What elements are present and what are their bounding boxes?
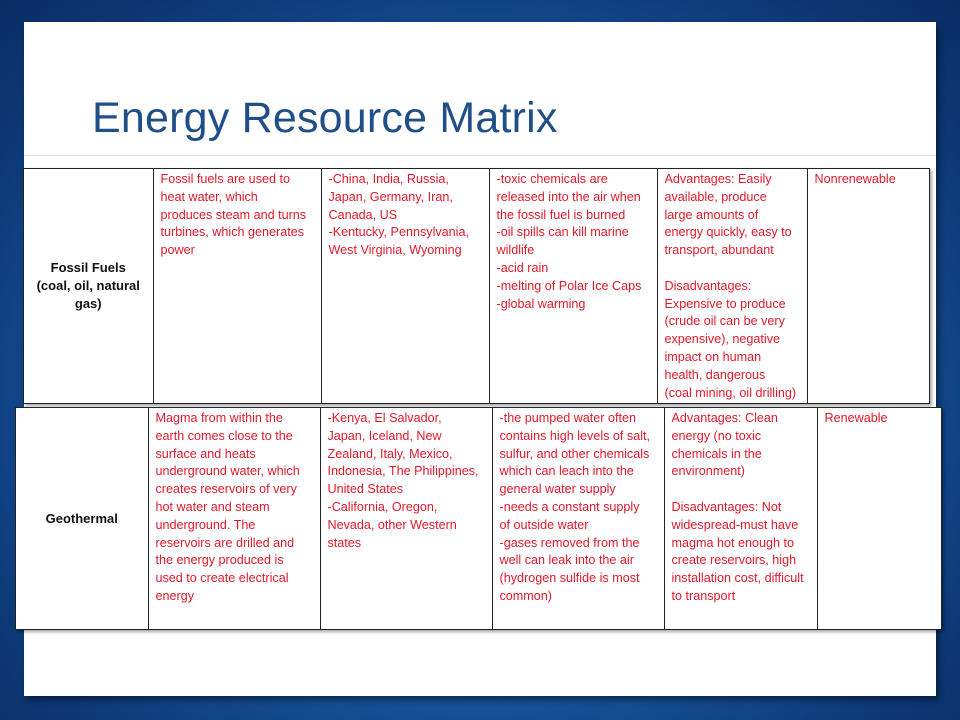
text-line: -China, India, Russia, <box>328 172 449 186</box>
text-line: states <box>327 535 362 550</box>
text-line: underground water, which <box>155 464 300 479</box>
text-line: released into the air when <box>496 189 641 204</box>
text-line: earth comes close to the <box>155 428 293 443</box>
text-line: environment) <box>671 464 745 479</box>
resource-label <box>16 408 148 629</box>
text-line: -global warming <box>496 296 586 311</box>
text-line: (crude oil can be very <box>664 314 785 329</box>
text-line: surface and heats <box>155 446 256 461</box>
advantages-text <box>672 410 812 481</box>
text-line: energy quickly, easy to <box>664 225 792 240</box>
text-line: underground. The <box>155 517 256 532</box>
renewability-cell <box>807 169 929 403</box>
text-line: which can leach into the <box>499 464 634 479</box>
text-line: Magma from within the <box>155 411 283 425</box>
matrix-row-fossil-fuels <box>23 168 930 404</box>
text-line: (coal mining, oil drilling) <box>664 385 797 400</box>
title-divider <box>24 155 936 156</box>
text-line: -acid rain <box>496 260 549 275</box>
text-line: sulfur, and other chemicals <box>499 446 650 461</box>
text-line: -the pumped water often <box>499 411 637 425</box>
impacts-cell <box>492 408 664 629</box>
text-line: the energy produced is <box>155 553 284 568</box>
renewability-text: Nonrenewable <box>814 172 896 186</box>
text-line: Advantages: Easily <box>664 172 772 186</box>
text-line: contains high levels of salt, <box>499 428 651 443</box>
text-line: produces steam and turns <box>160 207 307 222</box>
text-line: West Virginia, Wyoming <box>328 243 462 258</box>
text-line: gas) <box>74 296 102 311</box>
text-line: Zealand, Italy, Mexico, <box>327 446 453 461</box>
text-line: common) <box>499 588 552 603</box>
text-line: magma hot enough to <box>671 535 795 550</box>
text-line: Nevada, other Western <box>327 517 457 532</box>
text-line: impact on human <box>664 349 762 364</box>
text-line: create reservoirs, high <box>671 553 797 568</box>
text-line: wildlife <box>496 243 535 258</box>
advantages-text <box>665 171 802 260</box>
text-line: -melting of Polar Ice Caps <box>496 278 642 293</box>
text-line: health, dangerous <box>664 367 766 382</box>
pros-cons-cell <box>657 169 807 403</box>
renewability-cell <box>817 408 941 629</box>
impacts-cell <box>489 169 657 403</box>
text-line: reservoirs are drilled and <box>155 535 295 550</box>
text-line: United States <box>327 482 404 497</box>
slide-title: Energy Resource Matrix <box>92 94 558 142</box>
renewability-text: Renewable <box>824 411 888 425</box>
text-line: Canada, US <box>328 207 398 222</box>
text-line: creates reservoirs of very <box>155 482 297 497</box>
locations-cell <box>320 408 492 629</box>
text-line: -California, Oregon, <box>327 499 438 514</box>
text-line: transport, abundant <box>664 243 774 258</box>
text-line: expensive), negative <box>664 332 781 347</box>
text-line: energy <box>155 588 195 603</box>
text-line: the fossil fuel is burned <box>496 207 626 222</box>
locations-cell <box>321 169 489 403</box>
text-line: -oil spills can kill marine <box>496 225 629 240</box>
text-line: general water supply <box>499 482 616 497</box>
text-line: Expensive to produce <box>664 296 786 311</box>
text-line: Geothermal <box>45 510 118 526</box>
text-line: of outside water <box>499 517 589 532</box>
text-line: Japan, Germany, Iran, <box>328 189 453 204</box>
text-line: (hydrogen sulfide is most <box>499 571 640 586</box>
matrix-row-geothermal <box>15 407 942 630</box>
text-line: -gases removed from the <box>499 535 640 550</box>
text-line: turbines, which generates <box>160 225 305 240</box>
text-line: heat water, which <box>160 189 258 204</box>
text-line: -Kentucky, Pennsylvania, <box>328 225 469 240</box>
text-line: energy (no toxic <box>671 428 762 443</box>
disadvantages-text <box>665 278 802 403</box>
text-line: available, produce <box>664 189 767 204</box>
text-line: Fossil fuels are used to <box>160 172 290 186</box>
text-line: Disadvantages: <box>664 278 752 293</box>
text-line: -Kenya, El Salvador, <box>327 411 442 425</box>
text-line: Japan, Iceland, New <box>327 428 442 443</box>
how-it-works-cell <box>148 408 320 629</box>
text-line: Advantages: Clean <box>671 411 778 425</box>
text-line: -needs a constant supply <box>499 499 640 514</box>
text-line: (coal, oil, natural <box>36 278 140 293</box>
text-line: power <box>160 243 195 258</box>
text-line: well can leak into the air <box>499 553 634 568</box>
pros-cons-cell <box>664 408 817 629</box>
text-line: to transport <box>671 588 736 603</box>
resource-label <box>24 169 153 403</box>
text-line: Fossil Fuels <box>50 260 126 275</box>
text-line: widespread-must have <box>671 517 799 532</box>
text-line: installation cost, difficult <box>671 571 804 586</box>
text-line: Disadvantages: Not <box>671 499 782 514</box>
disadvantages-text <box>672 499 812 606</box>
how-it-works-cell <box>153 169 321 403</box>
text-line: chemicals in the <box>671 446 762 461</box>
text-line: hot water and steam <box>155 499 270 514</box>
text-line: large amounts of <box>664 207 759 222</box>
text-line: used to create electrical <box>155 571 289 586</box>
text-line: Indonesia, The Philippines, <box>327 464 479 479</box>
text-line: -toxic chemicals are <box>496 172 608 186</box>
